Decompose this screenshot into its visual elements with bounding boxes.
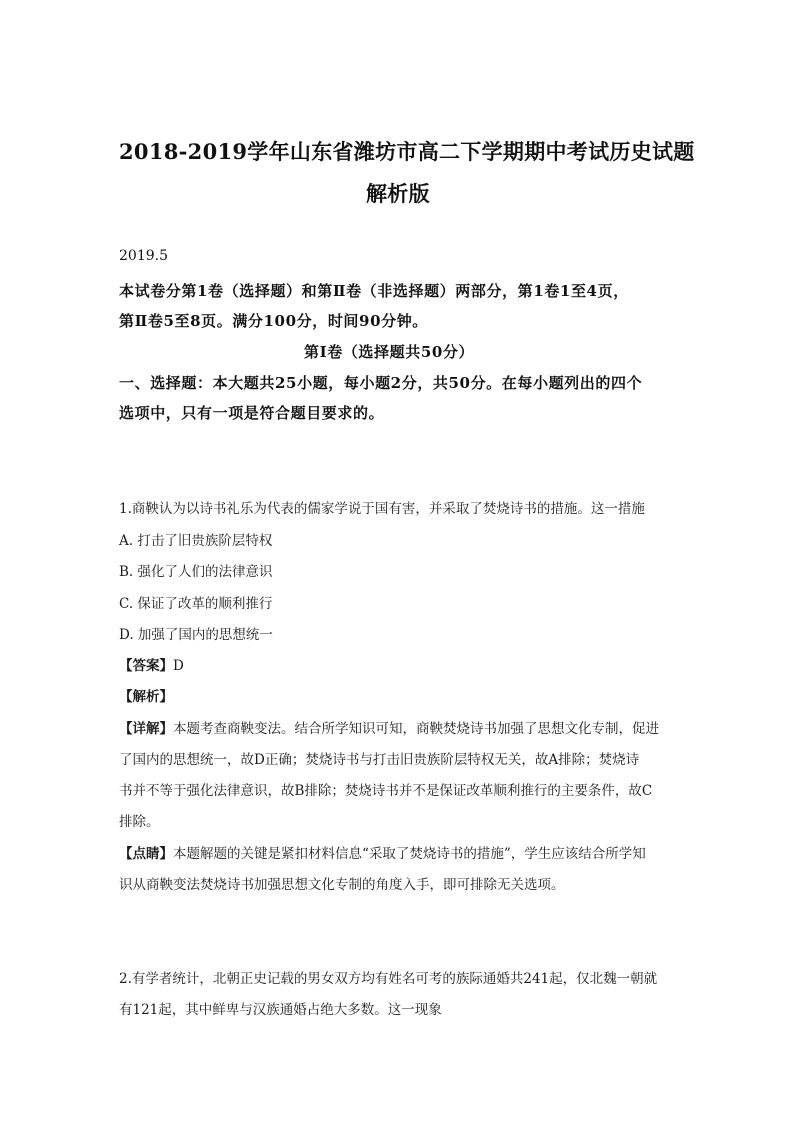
tip-tag: 【点睛】 bbox=[119, 846, 173, 862]
exam-date: 2019.5 bbox=[119, 248, 168, 264]
instructions-line-1: 一、选择题：本大题共25小题，每小题2分，共50分。在每小题列出的四个 bbox=[119, 374, 643, 392]
instructions-line-2: 选项中，只有一项是符合题目要求的。 bbox=[119, 404, 385, 422]
question-1-option-c: C. 保证了改革的顺利推行 bbox=[119, 596, 273, 612]
exam-description-line-2: 第Ⅱ卷5至8页。满分100分，时间90分钟。 bbox=[119, 312, 428, 330]
detail-tag: 【详解】 bbox=[119, 721, 173, 737]
section-heading: 第Ⅰ卷（选择题共50分） bbox=[304, 343, 475, 361]
answer-value: D bbox=[173, 658, 184, 674]
detail-text: 本题考查商鞅变法。结合所学知识可知，商鞅焚烧诗书加强了思想文化专制，促进 bbox=[173, 721, 659, 737]
question-1-analysis-heading bbox=[119, 685, 173, 705]
tip-text: 本题解题的关键是紧扣材料信息“采取了焚烧诗书的措施”，学生应该结合所学知 bbox=[173, 846, 646, 862]
exam-description-line-1: 本试卷分第1卷（选择题）和第Ⅱ卷（非选择题）两部分，第1卷1至4页， bbox=[119, 282, 629, 300]
answer-tag: 【答案】 bbox=[119, 658, 173, 674]
document-title-line-2: 解析版 bbox=[366, 181, 430, 206]
question-2-stem-line-2: 有121起，其中鲜卑与汉族通婚占绝大多数。这一现象 bbox=[119, 1002, 442, 1018]
question-1-detail-line-2: 了国内的思想统一，故D正确；焚烧诗书与打击旧贵族阶层特权无关，故A排除；焚烧诗 bbox=[119, 752, 640, 768]
question-1-option-b: B. 强化了人们的法律意识 bbox=[119, 564, 273, 580]
question-1-stem: 1.商鞅认为以诗书礼乐为代表的儒家学说于国有害，并采取了焚烧诗书的措施。这一措施 bbox=[119, 501, 645, 517]
question-1-option-a: A. 打击了旧贵族阶层特权 bbox=[119, 533, 273, 549]
document-title-line-1: 2018-2019学年山东省潍坊市高二下学期期中考试历史试题 bbox=[119, 139, 695, 164]
question-1-answer bbox=[119, 654, 184, 674]
analysis-tag: 【解析】 bbox=[119, 689, 173, 705]
question-1-tip-line-2: 识从商鞅变法焚烧诗书加强思想文化专制的角度入手，即可排除无关选项。 bbox=[119, 877, 565, 893]
question-1-detail-line-1 bbox=[119, 717, 659, 737]
question-1-detail-line-4: 排除。 bbox=[119, 814, 160, 830]
question-1-option-d: D. 加强了国内的思想统一 bbox=[119, 627, 273, 643]
question-1-detail-line-3: 书并不等于强化法律意识，故B排除；焚烧诗书并不是保证改革顺利推行的主要条件，故C bbox=[119, 783, 653, 799]
question-1-tip-line-1 bbox=[119, 842, 646, 862]
question-2-stem-line-1: 2.有学者统计，北朝正史记载的男女双方均有姓名可考的族际通婚共241起，仅北魏一朝就 bbox=[119, 971, 658, 987]
